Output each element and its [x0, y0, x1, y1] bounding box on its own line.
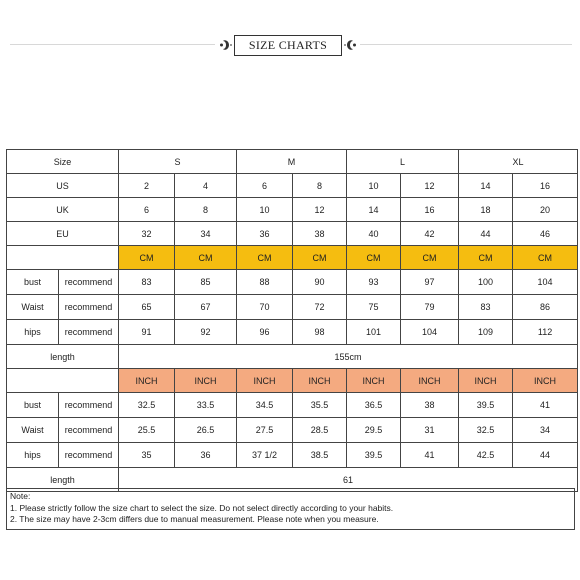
table-cell: 37 1/2	[237, 443, 293, 468]
cm-unit-cell: CM	[237, 246, 293, 270]
table-cell: 2	[119, 174, 175, 198]
table-cell: 44	[513, 443, 578, 468]
note-line-2: 2. The size may have 2-3cm differs due to manual measurement. Please note when you measure.	[10, 514, 379, 524]
table-cell: 90	[293, 270, 347, 295]
table-cell: 8	[175, 198, 237, 222]
table-cell: 33.5	[175, 393, 237, 418]
table-cell: 98	[293, 320, 347, 345]
table-cell: 79	[401, 295, 459, 320]
unit-row-blank	[7, 369, 119, 393]
table-cell: 32.5	[119, 393, 175, 418]
size-header-row	[7, 150, 578, 174]
table-cell: 6	[119, 198, 175, 222]
table-cell: 83	[119, 270, 175, 295]
table-cell: 72	[293, 295, 347, 320]
table-cell: 34	[175, 222, 237, 246]
recommend-label: recommend	[59, 418, 119, 443]
table-cell: 35	[119, 443, 175, 468]
table-cell: 92	[175, 320, 237, 345]
eu-row	[7, 222, 578, 246]
measure-label: hips	[7, 443, 59, 468]
inch-unit-cell: INCH	[237, 369, 293, 393]
cm-unit-cell: CM	[347, 246, 401, 270]
table-cell: 38	[401, 393, 459, 418]
cm-hips-row	[7, 320, 578, 345]
header-rule-left	[10, 44, 215, 45]
measure-label: Waist	[7, 418, 59, 443]
inch-unit-row	[7, 369, 578, 393]
table-cell: 29.5	[347, 418, 401, 443]
table-cell: 16	[401, 198, 459, 222]
table-cell: 36	[237, 222, 293, 246]
length-label: length	[7, 345, 119, 369]
table-cell: 42.5	[459, 443, 513, 468]
table-cell: 86	[513, 295, 578, 320]
fleur-ornament-right-icon	[343, 36, 357, 54]
table-cell: 4	[175, 174, 237, 198]
note-box	[6, 488, 575, 530]
table-cell: 67	[175, 295, 237, 320]
uk-row	[7, 198, 578, 222]
table-cell: 70	[237, 295, 293, 320]
table-cell: 35.5	[293, 393, 347, 418]
cm-bust-row	[7, 270, 578, 295]
table-cell: 96	[237, 320, 293, 345]
table-cell: 40	[347, 222, 401, 246]
row-label: EU	[7, 222, 119, 246]
recommend-label: recommend	[59, 443, 119, 468]
size-l: L	[347, 150, 459, 174]
us-row	[7, 174, 578, 198]
table-cell: 85	[175, 270, 237, 295]
table-cell: 16	[513, 174, 578, 198]
table-cell: 31	[401, 418, 459, 443]
table-cell: 18	[459, 198, 513, 222]
table-cell: 10	[347, 174, 401, 198]
inch-unit-cell: INCH	[347, 369, 401, 393]
recommend-label: recommend	[59, 270, 119, 295]
cm-unit-cell: CM	[175, 246, 237, 270]
table-cell: 75	[347, 295, 401, 320]
table-cell: 12	[293, 198, 347, 222]
table-cell: 39.5	[347, 443, 401, 468]
inch-unit-cell: INCH	[513, 369, 578, 393]
table-cell: 39.5	[459, 393, 513, 418]
size-chart-table	[6, 149, 578, 492]
table-cell: 14	[459, 174, 513, 198]
table-cell: 26.5	[175, 418, 237, 443]
page-title: SIZE CHARTS	[234, 35, 342, 56]
table-cell: 32.5	[459, 418, 513, 443]
row-label: US	[7, 174, 119, 198]
table-cell: 6	[237, 174, 293, 198]
header	[0, 30, 580, 60]
table-cell: 104	[513, 270, 578, 295]
recommend-label: recommend	[59, 295, 119, 320]
cm-unit-row	[7, 246, 578, 270]
note-line-1: 1. Please strictly follow the size chart to select the size. Do not select directly according to your habits.	[10, 502, 394, 513]
table-cell: 44	[459, 222, 513, 246]
table-cell: 38	[293, 222, 347, 246]
table-cell: 91	[119, 320, 175, 345]
table-cell: 109	[459, 320, 513, 345]
table-cell: 93	[347, 270, 401, 295]
table-cell: 100	[459, 270, 513, 295]
length-value-cm: 155cm	[119, 345, 578, 369]
cm-unit-cell: CM	[459, 246, 513, 270]
recommend-label: recommend	[59, 393, 119, 418]
table-cell: 101	[347, 320, 401, 345]
table-cell: 46	[513, 222, 578, 246]
table-cell: 25.5	[119, 418, 175, 443]
measure-label: Waist	[7, 295, 59, 320]
size-m: M	[237, 150, 347, 174]
size-xl: XL	[459, 150, 578, 174]
table-cell: 83	[459, 295, 513, 320]
measure-label: bust	[7, 270, 59, 295]
fleur-ornament-left-icon	[219, 36, 233, 54]
table-cell: 36	[175, 443, 237, 468]
table-cell: 27.5	[237, 418, 293, 443]
inch-hips-row	[7, 443, 578, 468]
cm-unit-cell: CM	[513, 246, 578, 270]
size-s: S	[119, 150, 237, 174]
table-cell: 12	[401, 174, 459, 198]
table-cell: 8	[293, 174, 347, 198]
table-cell: 20	[513, 198, 578, 222]
length-label: length	[7, 468, 119, 492]
inch-unit-cell: INCH	[175, 369, 237, 393]
table-cell: 34.5	[237, 393, 293, 418]
cm-waist-row	[7, 295, 578, 320]
cm-unit-cell: CM	[401, 246, 459, 270]
size-label: Size	[7, 150, 119, 174]
inch-unit-cell: INCH	[119, 369, 175, 393]
recommend-label: recommend	[59, 320, 119, 345]
table-cell: 104	[401, 320, 459, 345]
measure-label: hips	[7, 320, 59, 345]
table-cell: 36.5	[347, 393, 401, 418]
length-value-inch: 61	[119, 468, 578, 492]
header-rule-right	[360, 44, 572, 45]
table-cell: 65	[119, 295, 175, 320]
table-cell: 34	[513, 418, 578, 443]
note-heading: Note:	[10, 491, 31, 501]
table-cell: 42	[401, 222, 459, 246]
cm-unit-cell: CM	[119, 246, 175, 270]
table-cell: 41	[513, 393, 578, 418]
inch-unit-cell: INCH	[401, 369, 459, 393]
cm-unit-cell: CM	[293, 246, 347, 270]
table-cell: 38.5	[293, 443, 347, 468]
table-cell: 41	[401, 443, 459, 468]
table-cell: 10	[237, 198, 293, 222]
table-cell: 88	[237, 270, 293, 295]
cm-length-row	[7, 345, 578, 369]
table-cell: 28.5	[293, 418, 347, 443]
row-label: UK	[7, 198, 119, 222]
table-cell: 14	[347, 198, 401, 222]
inch-bust-row	[7, 393, 578, 418]
inch-unit-cell: INCH	[293, 369, 347, 393]
table-cell: 97	[401, 270, 459, 295]
table-cell: 112	[513, 320, 578, 345]
inch-waist-row	[7, 418, 578, 443]
measure-label: bust	[7, 393, 59, 418]
table-cell: 32	[119, 222, 175, 246]
unit-row-blank	[7, 246, 119, 270]
inch-unit-cell: INCH	[459, 369, 513, 393]
